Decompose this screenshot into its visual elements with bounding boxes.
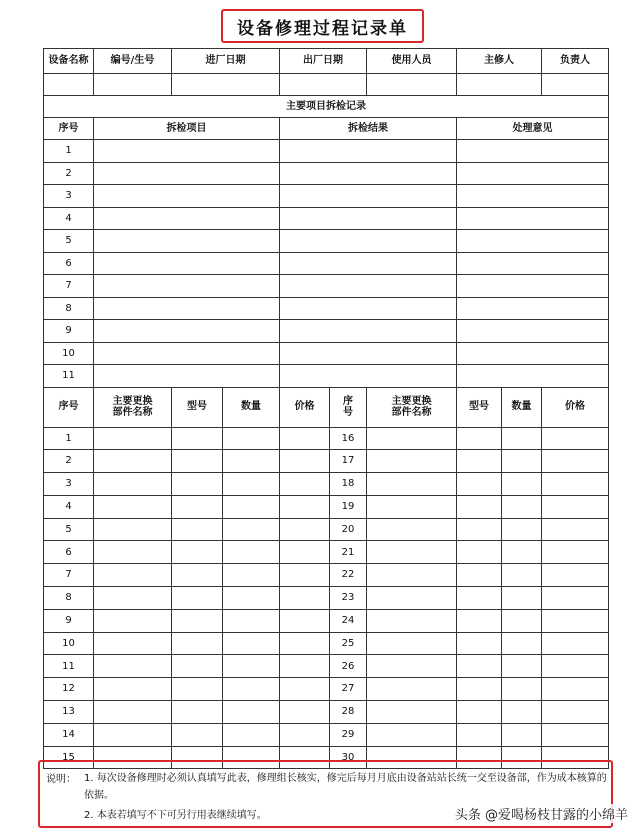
inspection-opinion-cell (457, 275, 609, 298)
parts-seq-left: 11 (44, 655, 94, 678)
header-responsible: 负责人 (542, 49, 609, 74)
parts-qty2-cell (502, 564, 542, 587)
parts-row (44, 587, 609, 610)
inspection-opinion-cell (457, 140, 609, 163)
parts-model2-cell (457, 609, 502, 632)
parts-seq-right: 24 (330, 609, 367, 632)
parts-qty2-cell (502, 450, 542, 473)
parts-name-cell (94, 587, 172, 610)
section-title: 主要项目拆检记录 (44, 96, 609, 118)
inspection-opinion-cell (457, 297, 609, 320)
parts-seq-left: 7 (44, 564, 94, 587)
parts-seq-left: 15 (44, 746, 94, 769)
parts-seq-right: 18 (330, 473, 367, 496)
inspection-opinion-cell (457, 342, 609, 365)
parts-name2-cell (367, 427, 457, 450)
parts-model2-cell (457, 564, 502, 587)
parts-seq-left: 10 (44, 632, 94, 655)
inspection-opinion-cell (457, 185, 609, 208)
parts-price-cell (280, 427, 330, 450)
parts-name-cell (94, 723, 172, 746)
parts-header-price2: 价格 (542, 387, 609, 427)
parts-price-cell (280, 609, 330, 632)
header-serial: 编号/生号 (94, 49, 172, 74)
parts-price-cell (280, 587, 330, 610)
inspection-header-seq: 序号 (44, 118, 94, 140)
parts-name-cell (94, 655, 172, 678)
parts-name-cell (94, 518, 172, 541)
parts-qty2-cell (502, 473, 542, 496)
inspection-opinion-cell (457, 252, 609, 275)
parts-header-name (94, 387, 172, 427)
parts-seq-right: 23 (330, 587, 367, 610)
parts-row (44, 427, 609, 450)
parts-qty2-cell (502, 587, 542, 610)
parts-seq-right: 17 (330, 450, 367, 473)
parts-model-cell (172, 655, 223, 678)
parts-header-qty: 数量 (223, 387, 280, 427)
parts-qty2-cell (502, 427, 542, 450)
parts-price2-cell (542, 609, 609, 632)
inspection-result-cell (280, 342, 457, 365)
parts-price2-cell (542, 587, 609, 610)
parts-price-cell (280, 564, 330, 587)
parts-qty-cell (223, 723, 280, 746)
notes-label: 说明： (46, 774, 76, 785)
inspection-result-cell (280, 140, 457, 163)
value-repairer (457, 74, 542, 96)
value-responsible (542, 74, 609, 96)
inspection-item-cell (94, 252, 280, 275)
inspection-seq: 4 (44, 207, 94, 230)
inspection-result-cell (280, 207, 457, 230)
parts-qty-cell (223, 678, 280, 701)
parts-header-seq2 (330, 387, 367, 427)
parts-name2-cell (367, 587, 457, 610)
inspection-opinion-cell (457, 320, 609, 343)
section-title-row (44, 96, 609, 118)
inspection-row (44, 365, 609, 388)
inspection-header-opinion: 处理意见 (457, 118, 609, 140)
parts-model-cell (172, 609, 223, 632)
parts-name2-cell (367, 495, 457, 518)
parts-qty2-cell (502, 609, 542, 632)
page-title: 设备修理过程记录单 (221, 9, 424, 43)
parts-seq-right: 25 (330, 632, 367, 655)
parts-name-cell (94, 473, 172, 496)
parts-qty-cell (223, 632, 280, 655)
inspection-row (44, 185, 609, 208)
parts-model2-cell (457, 427, 502, 450)
inspection-row (44, 320, 609, 343)
inspection-opinion-cell (457, 207, 609, 230)
parts-name2-cell (367, 655, 457, 678)
header-user: 使用人员 (367, 49, 457, 74)
parts-row (44, 541, 609, 564)
parts-price-cell (280, 518, 330, 541)
inspection-seq: 7 (44, 275, 94, 298)
parts-qty-cell (223, 541, 280, 564)
parts-price-cell (280, 632, 330, 655)
inspection-header-result: 拆检结果 (280, 118, 457, 140)
parts-price2-cell (542, 473, 609, 496)
parts-model2-cell (457, 518, 502, 541)
header-in-date: 进厂日期 (172, 49, 280, 74)
parts-name-cell (94, 678, 172, 701)
parts-seq-left: 12 (44, 678, 94, 701)
parts-model-cell (172, 427, 223, 450)
parts-seq-left: 4 (44, 495, 94, 518)
parts-price2-cell (542, 427, 609, 450)
parts-name-cell (94, 609, 172, 632)
parts-header-row (44, 387, 609, 427)
value-in-date (172, 74, 280, 96)
parts-price-cell (280, 495, 330, 518)
parts-row (44, 450, 609, 473)
parts-model-cell (172, 632, 223, 655)
parts-model2-cell (457, 701, 502, 724)
inspection-result-cell (280, 275, 457, 298)
repair-record-table (43, 48, 609, 769)
inspection-result-cell (280, 162, 457, 185)
inspection-seq: 9 (44, 320, 94, 343)
parts-name2-cell (367, 473, 457, 496)
parts-qty2-cell (502, 723, 542, 746)
parts-seq-right: 27 (330, 678, 367, 701)
parts-row (44, 473, 609, 496)
inspection-result-cell (280, 297, 457, 320)
parts-header-model2: 型号 (457, 387, 502, 427)
inspection-opinion-cell (457, 365, 609, 388)
parts-price2-cell (542, 564, 609, 587)
parts-seq-right: 22 (330, 564, 367, 587)
inspection-seq: 6 (44, 252, 94, 275)
parts-qty-cell (223, 655, 280, 678)
inspection-item-cell (94, 230, 280, 253)
parts-header-name2-line1: 主要更换 (391, 395, 432, 407)
parts-seq-right: 16 (330, 427, 367, 450)
parts-name2-cell (367, 609, 457, 632)
inspection-header-row (44, 118, 609, 140)
inspection-item-cell (94, 275, 280, 298)
parts-header-seq: 序号 (44, 387, 94, 427)
parts-header-price: 价格 (280, 387, 330, 427)
parts-name-cell (94, 495, 172, 518)
inspection-seq: 3 (44, 185, 94, 208)
parts-seq-right: 29 (330, 723, 367, 746)
parts-name2-cell (367, 632, 457, 655)
parts-model-cell (172, 473, 223, 496)
parts-model2-cell (457, 541, 502, 564)
parts-seq-left: 14 (44, 723, 94, 746)
parts-model2-cell (457, 587, 502, 610)
parts-model-cell (172, 541, 223, 564)
inspection-item-cell (94, 342, 280, 365)
parts-price-cell (280, 450, 330, 473)
inspection-result-cell (280, 185, 457, 208)
parts-header-name2 (367, 387, 457, 427)
inspection-result-cell (280, 230, 457, 253)
parts-model2-cell (457, 450, 502, 473)
parts-seq-right: 21 (330, 541, 367, 564)
parts-qty2-cell (502, 518, 542, 541)
parts-row (44, 518, 609, 541)
parts-row (44, 723, 609, 746)
inspection-item-cell (94, 140, 280, 163)
parts-qty-cell (223, 450, 280, 473)
parts-row (44, 495, 609, 518)
inspection-item-cell (94, 207, 280, 230)
parts-qty-cell (223, 701, 280, 724)
parts-seq-right: 28 (330, 701, 367, 724)
parts-name2-cell (367, 541, 457, 564)
parts-price2-cell (542, 518, 609, 541)
parts-row (44, 609, 609, 632)
parts-row (44, 701, 609, 724)
parts-model-cell (172, 495, 223, 518)
top-value-row (44, 74, 609, 96)
parts-row (44, 678, 609, 701)
parts-name2-cell (367, 723, 457, 746)
parts-qty-cell (223, 473, 280, 496)
parts-model-cell (172, 701, 223, 724)
parts-model2-cell (457, 495, 502, 518)
parts-price-cell (280, 541, 330, 564)
parts-seq-right: 30 (330, 746, 367, 769)
parts-seq-left: 5 (44, 518, 94, 541)
parts-price2-cell (542, 723, 609, 746)
parts-qty2-cell (502, 701, 542, 724)
value-equipment-name (44, 74, 94, 96)
parts-row (44, 655, 609, 678)
watermark: 头条 @爱喝杨枝甘露的小绵羊 (453, 804, 630, 823)
parts-model2-cell (457, 473, 502, 496)
parts-price2-cell (542, 495, 609, 518)
inspection-item-cell (94, 297, 280, 320)
parts-header-name2-line2: 部件名称 (391, 407, 432, 418)
inspection-row (44, 162, 609, 185)
parts-model-cell (172, 450, 223, 473)
parts-model-cell (172, 723, 223, 746)
parts-header-model: 型号 (172, 387, 223, 427)
inspection-row (44, 342, 609, 365)
parts-seq-right: 26 (330, 655, 367, 678)
inspection-seq: 11 (44, 365, 94, 388)
parts-price2-cell (542, 655, 609, 678)
inspection-item-cell (94, 320, 280, 343)
note-item-1: 1. 每次设备修理时必须认真填写此表，修理组长核实，修完后每月月底由设备站站长统一交至设备部，作为成本核算的依据。 (84, 773, 607, 801)
parts-qty2-cell (502, 632, 542, 655)
parts-seq-right: 19 (330, 495, 367, 518)
note-item-2: 2. 本表若填写不下可另行用表继续填写。 (84, 810, 267, 821)
parts-name2-cell (367, 678, 457, 701)
parts-qty-cell (223, 495, 280, 518)
inspection-item-cell (94, 185, 280, 208)
header-equipment-name: 设备名称 (44, 49, 94, 74)
parts-seq-left: 13 (44, 701, 94, 724)
parts-seq-right: 20 (330, 518, 367, 541)
parts-header-seq2-line2: 号 (343, 407, 353, 418)
parts-price-cell (280, 723, 330, 746)
parts-qty2-cell (502, 655, 542, 678)
parts-header-name-line1: 主要更换 (112, 395, 153, 407)
parts-qty-cell (223, 564, 280, 587)
parts-price2-cell (542, 678, 609, 701)
parts-name-cell (94, 701, 172, 724)
parts-model-cell (172, 678, 223, 701)
parts-qty2-cell (502, 678, 542, 701)
parts-name2-cell (367, 701, 457, 724)
parts-price-cell (280, 701, 330, 724)
inspection-opinion-cell (457, 230, 609, 253)
inspection-row (44, 252, 609, 275)
parts-name-cell (94, 450, 172, 473)
inspection-seq: 2 (44, 162, 94, 185)
parts-model2-cell (457, 723, 502, 746)
value-out-date (280, 74, 367, 96)
parts-seq-left: 9 (44, 609, 94, 632)
parts-row (44, 632, 609, 655)
parts-price-cell (280, 678, 330, 701)
header-repairer: 主修人 (457, 49, 542, 74)
header-out-date: 出厂日期 (280, 49, 367, 74)
parts-model-cell (172, 564, 223, 587)
inspection-result-cell (280, 252, 457, 275)
parts-price2-cell (542, 450, 609, 473)
parts-name2-cell (367, 450, 457, 473)
parts-model2-cell (457, 678, 502, 701)
parts-seq-left: 6 (44, 541, 94, 564)
parts-name-cell (94, 632, 172, 655)
parts-price2-cell (542, 541, 609, 564)
parts-model-cell (172, 587, 223, 610)
parts-model2-cell (457, 655, 502, 678)
inspection-row (44, 207, 609, 230)
parts-seq-left: 3 (44, 473, 94, 496)
parts-qty-cell (223, 587, 280, 610)
inspection-row (44, 275, 609, 298)
parts-name-cell (94, 427, 172, 450)
inspection-item-cell (94, 365, 280, 388)
parts-qty2-cell (502, 541, 542, 564)
parts-header-seq2-line1: 序 (343, 395, 353, 407)
parts-model-cell (172, 518, 223, 541)
parts-price2-cell (542, 632, 609, 655)
inspection-seq: 10 (44, 342, 94, 365)
parts-row (44, 564, 609, 587)
parts-qty-cell (223, 609, 280, 632)
inspection-row (44, 297, 609, 320)
parts-qty2-cell (502, 495, 542, 518)
parts-header-qty2: 数量 (502, 387, 542, 427)
parts-seq-left: 2 (44, 450, 94, 473)
inspection-seq: 8 (44, 297, 94, 320)
parts-price-cell (280, 473, 330, 496)
inspection-seq: 5 (44, 230, 94, 253)
parts-name-cell (94, 564, 172, 587)
inspection-row (44, 230, 609, 253)
inspection-item-cell (94, 162, 280, 185)
value-serial (94, 74, 172, 96)
inspection-row (44, 140, 609, 163)
parts-price2-cell (542, 701, 609, 724)
parts-name2-cell (367, 564, 457, 587)
top-header-row (44, 49, 609, 74)
value-user (367, 74, 457, 96)
parts-header-name-line2: 部件名称 (112, 407, 153, 418)
inspection-result-cell (280, 320, 457, 343)
inspection-header-item: 拆检项目 (94, 118, 280, 140)
parts-qty-cell (223, 518, 280, 541)
parts-name-cell (94, 541, 172, 564)
parts-seq-left: 1 (44, 427, 94, 450)
inspection-opinion-cell (457, 162, 609, 185)
inspection-result-cell (280, 365, 457, 388)
parts-seq-left: 8 (44, 587, 94, 610)
inspection-seq: 1 (44, 140, 94, 163)
parts-model2-cell (457, 632, 502, 655)
parts-name2-cell (367, 518, 457, 541)
parts-qty-cell (223, 427, 280, 450)
parts-price-cell (280, 655, 330, 678)
